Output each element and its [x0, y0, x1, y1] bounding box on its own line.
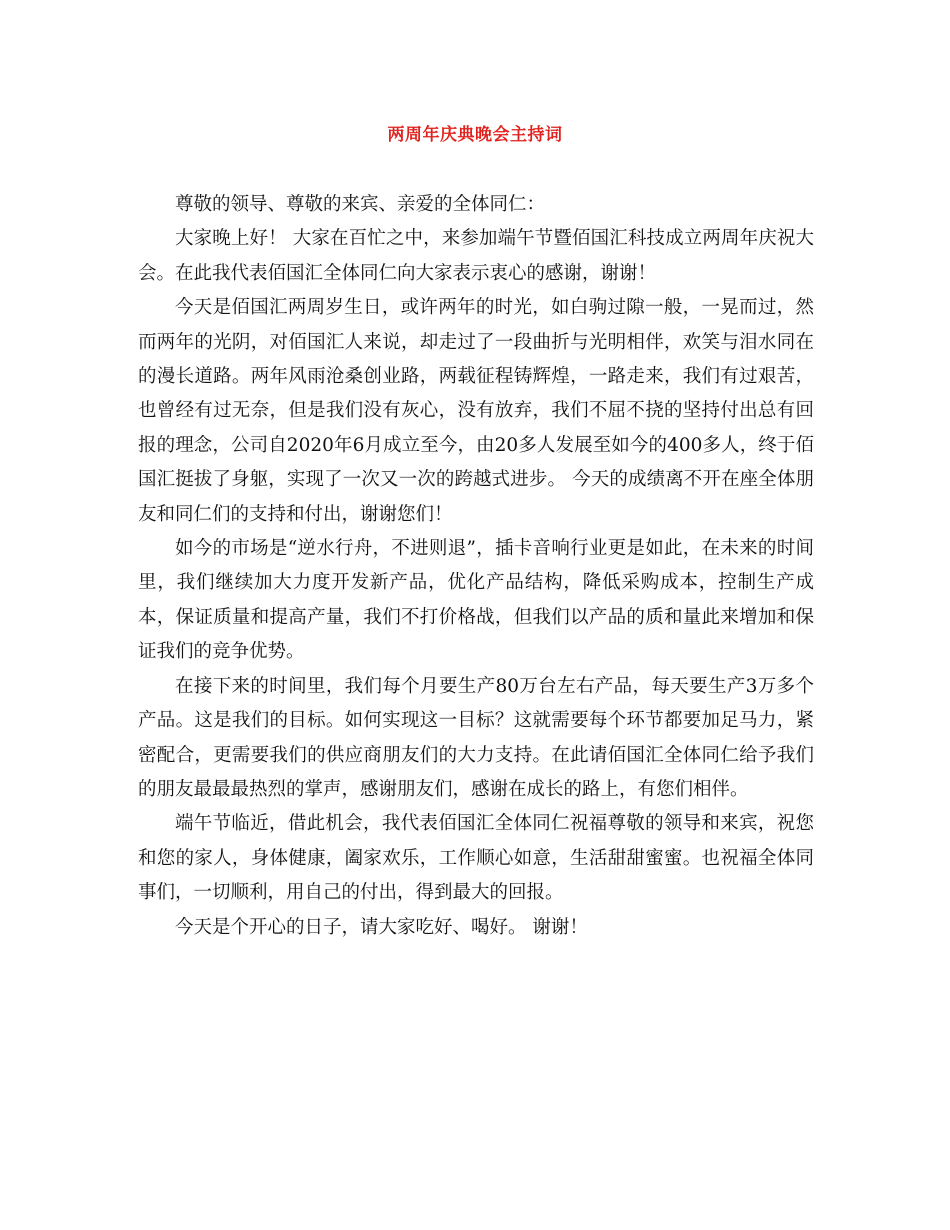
paragraph-blessing: 端午节临近，借此机会，我代表佰国汇全体同仁祝福尊敬的领导和来宾，祝您和您的家人，身体健康，阖家欢乐，工作顺心如意，生活甜甜蜜蜜。也祝福全体同事们，一切顺利，用自己的付出，得到最大的回报。 — [138, 813, 814, 904]
paragraph-history: 今天是佰国汇两周岁生日，或许两年的时光，如白驹过隙一般，一晃而过，然而两年的光阴，对佰国汇人来说，却走过了一段曲折与光明相伴，欢笑与泪水同在的漫长道路。两年风雨沧桑创业路，两载征程铸辉煌，一路走来，我们有过艰苦，也曾经有过无奈，但是我们没有灰心，没有放弃，我们不屈不挠的坚持付出总有回报的理念，公司自2020年6月成立至今，由20多人发展至如今的400多人，终于佰国汇挺拔了身躯，实现了一次又一次的跨越式进步。 今天的成绩离不开在座全体朋友和同仁们的支持和付出，谢谢您们！ — [138, 297, 814, 525]
paragraph-greeting: 尊敬的领导、尊敬的来宾、亲爱的全体同仁： — [175, 194, 546, 215]
document-body — [138, 188, 814, 945]
paragraph-closing: 今天是个开心的日子，请大家吃好、喝好。 谢谢！ — [175, 916, 588, 938]
document-title: 两周年庆典晚会主持词 — [387, 125, 563, 145]
paragraph-goals: 在接下来的时间里，我们每个月要生产80万台左右产品，每天要生产3万多个产品。这是我们的目标。如何实现这一目标？这就需要每个环节都要加足马力，紧密配合，更需要我们的供应商朋友们的大力支持。在此请佰国汇全体同仁给予我们的朋友最最最热烈的掌声，感谢朋友们，感谢在成长的路上，有您们相伴。 — [138, 675, 814, 800]
paragraph-welcome: 大家晚上好！ 大家在百忙之中，来参加端午节暨佰国汇科技成立两周年庆祝大会。在此我代表佰国汇全体同仁向大家表示衷心的感谢，谢谢！ — [138, 228, 814, 284]
paragraph-market: 如今的市场是“逆水行舟，不进则退”，插卡音响行业更是如此，在未来的时间里，我们继续加大力度开发新产品，优化产品结构，降低采购成本，控制生产成本，保证质量和提高产量，我们不打价格战，但我们以产品的质和量此来增加和保证我们的竞争优势。 — [138, 538, 814, 663]
